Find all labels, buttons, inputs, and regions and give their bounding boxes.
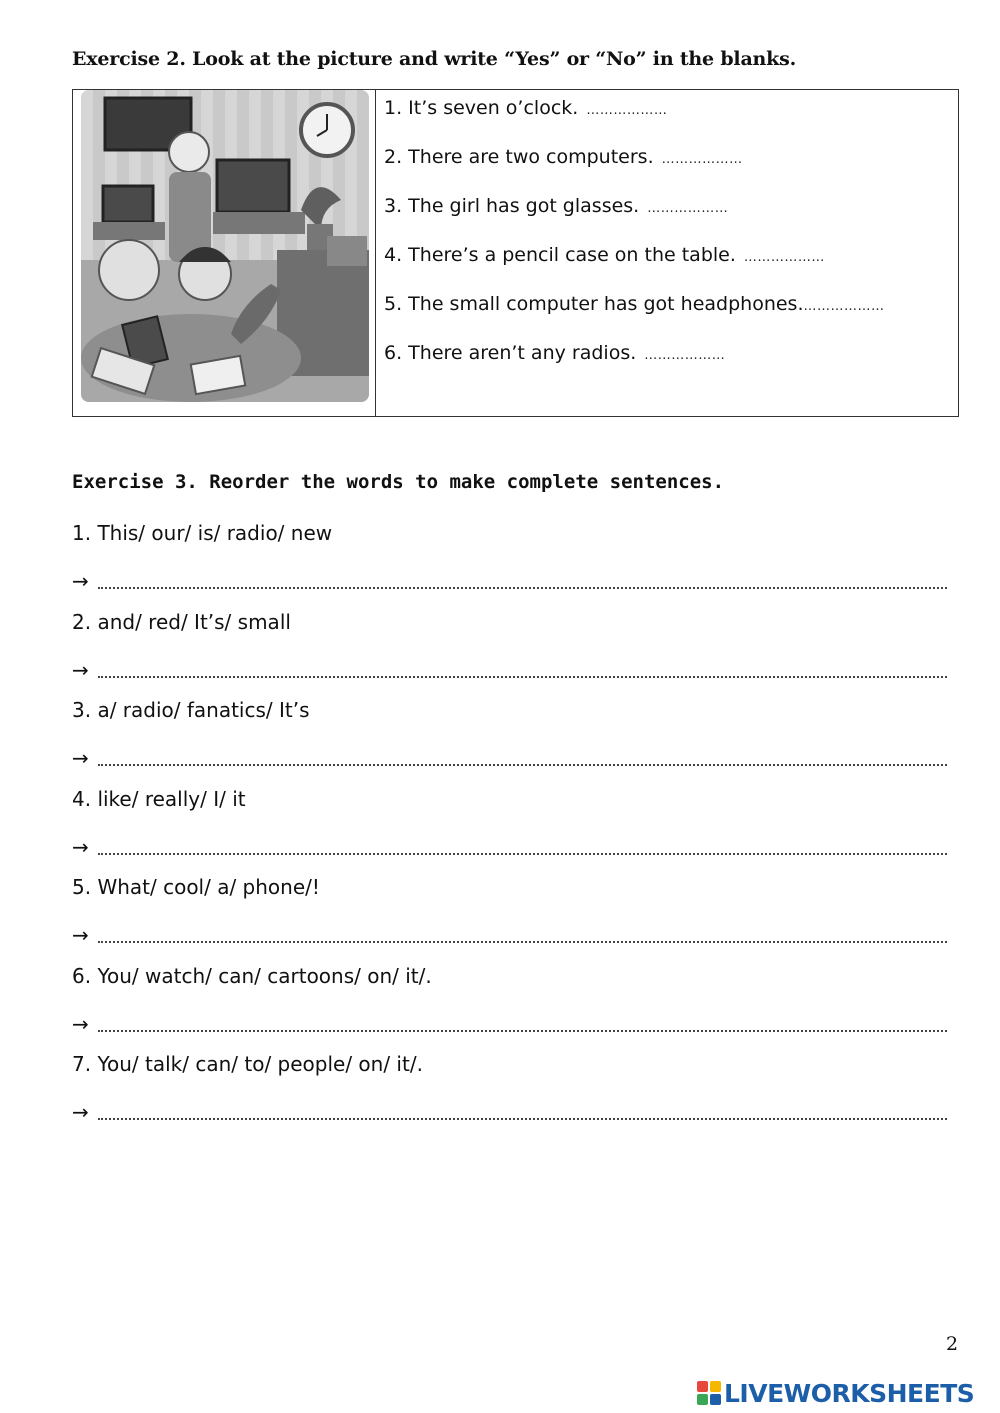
liveworksheets-logo[interactable]	[697, 1378, 974, 1408]
answer-line[interactable]	[98, 565, 947, 589]
answer-line[interactable]	[98, 1008, 947, 1032]
reorder-prompt: 5. What/ cool/ a/ phone/!	[72, 875, 320, 899]
reorder-item	[72, 871, 947, 960]
arrow-icon: →	[72, 1011, 89, 1036]
reorder-item	[72, 517, 947, 606]
statement-item: 1. It’s seven o’clock. ………………	[384, 97, 668, 119]
reorder-prompt: 2. and/ red/ It’s/ small	[72, 609, 291, 634]
arrow-icon: →	[72, 923, 89, 947]
answer-line[interactable]	[98, 919, 947, 943]
arrow-icon: →	[72, 834, 89, 859]
statement-list	[384, 94, 956, 388]
reorder-prompt: 1. This/ our/ is/ radio/ new	[72, 521, 333, 545]
reorder-prompt: 4. like/ really/ I/ it	[72, 786, 246, 811]
reorder-item	[72, 606, 947, 695]
answer-blank[interactable]: ………………	[647, 201, 729, 216]
statement-item: 3. The girl has got glasses. ………………	[384, 195, 729, 217]
answer-blank[interactable]: ………………	[661, 152, 743, 167]
classroom-illustration	[81, 90, 369, 402]
reorder-item	[72, 1048, 947, 1137]
exercise-2-table	[72, 89, 959, 417]
table-divider	[375, 90, 376, 416]
reorder-item	[72, 783, 947, 872]
page-number: 2	[946, 1333, 959, 1355]
liveworksheets-icon	[697, 1381, 721, 1405]
statement-item: 2. There are two computers. ………………	[384, 146, 743, 168]
reorder-item	[72, 960, 947, 1049]
reorder-prompt: 7. You/ talk/ can/ to/ people/ on/ it/.	[72, 1052, 423, 1076]
reorder-item	[72, 694, 947, 783]
answer-blank[interactable]: ………………	[803, 299, 885, 314]
answer-line[interactable]	[98, 831, 947, 855]
reorder-prompt: 3. a/ radio/ fanatics/ It’s	[72, 698, 310, 722]
answer-blank[interactable]: ………………	[743, 250, 825, 265]
exercise-3-title: Exercise 3. Reorder the words to make complete sentences.	[72, 471, 725, 493]
arrow-icon: →	[72, 657, 89, 682]
reorder-prompt: 6. You/ watch/ can/ cartoons/ on/ it/.	[72, 963, 432, 988]
statement-item: 5. The small computer has got headphones.………………	[384, 293, 885, 315]
arrow-icon: →	[72, 746, 89, 770]
brand-name: LIVEWORKSHEETS	[724, 1378, 975, 1408]
statement-item: 6. There aren’t any radios. ………………	[384, 342, 726, 364]
arrow-icon: →	[72, 569, 89, 593]
answer-blank[interactable]: ………………	[586, 103, 668, 118]
arrow-icon: →	[72, 1100, 89, 1124]
answer-line[interactable]	[98, 742, 947, 766]
answer-blank[interactable]: ………………	[644, 348, 726, 363]
answer-line[interactable]	[98, 654, 947, 678]
statement-item: 4. There’s a pencil case on the table. ………………	[384, 244, 825, 266]
exercise-3-list	[72, 517, 947, 1137]
answer-line[interactable]	[98, 1096, 947, 1120]
exercise-2-title: Exercise 2. Look at the picture and write “Yes” or “No” in the blanks.	[72, 48, 797, 70]
